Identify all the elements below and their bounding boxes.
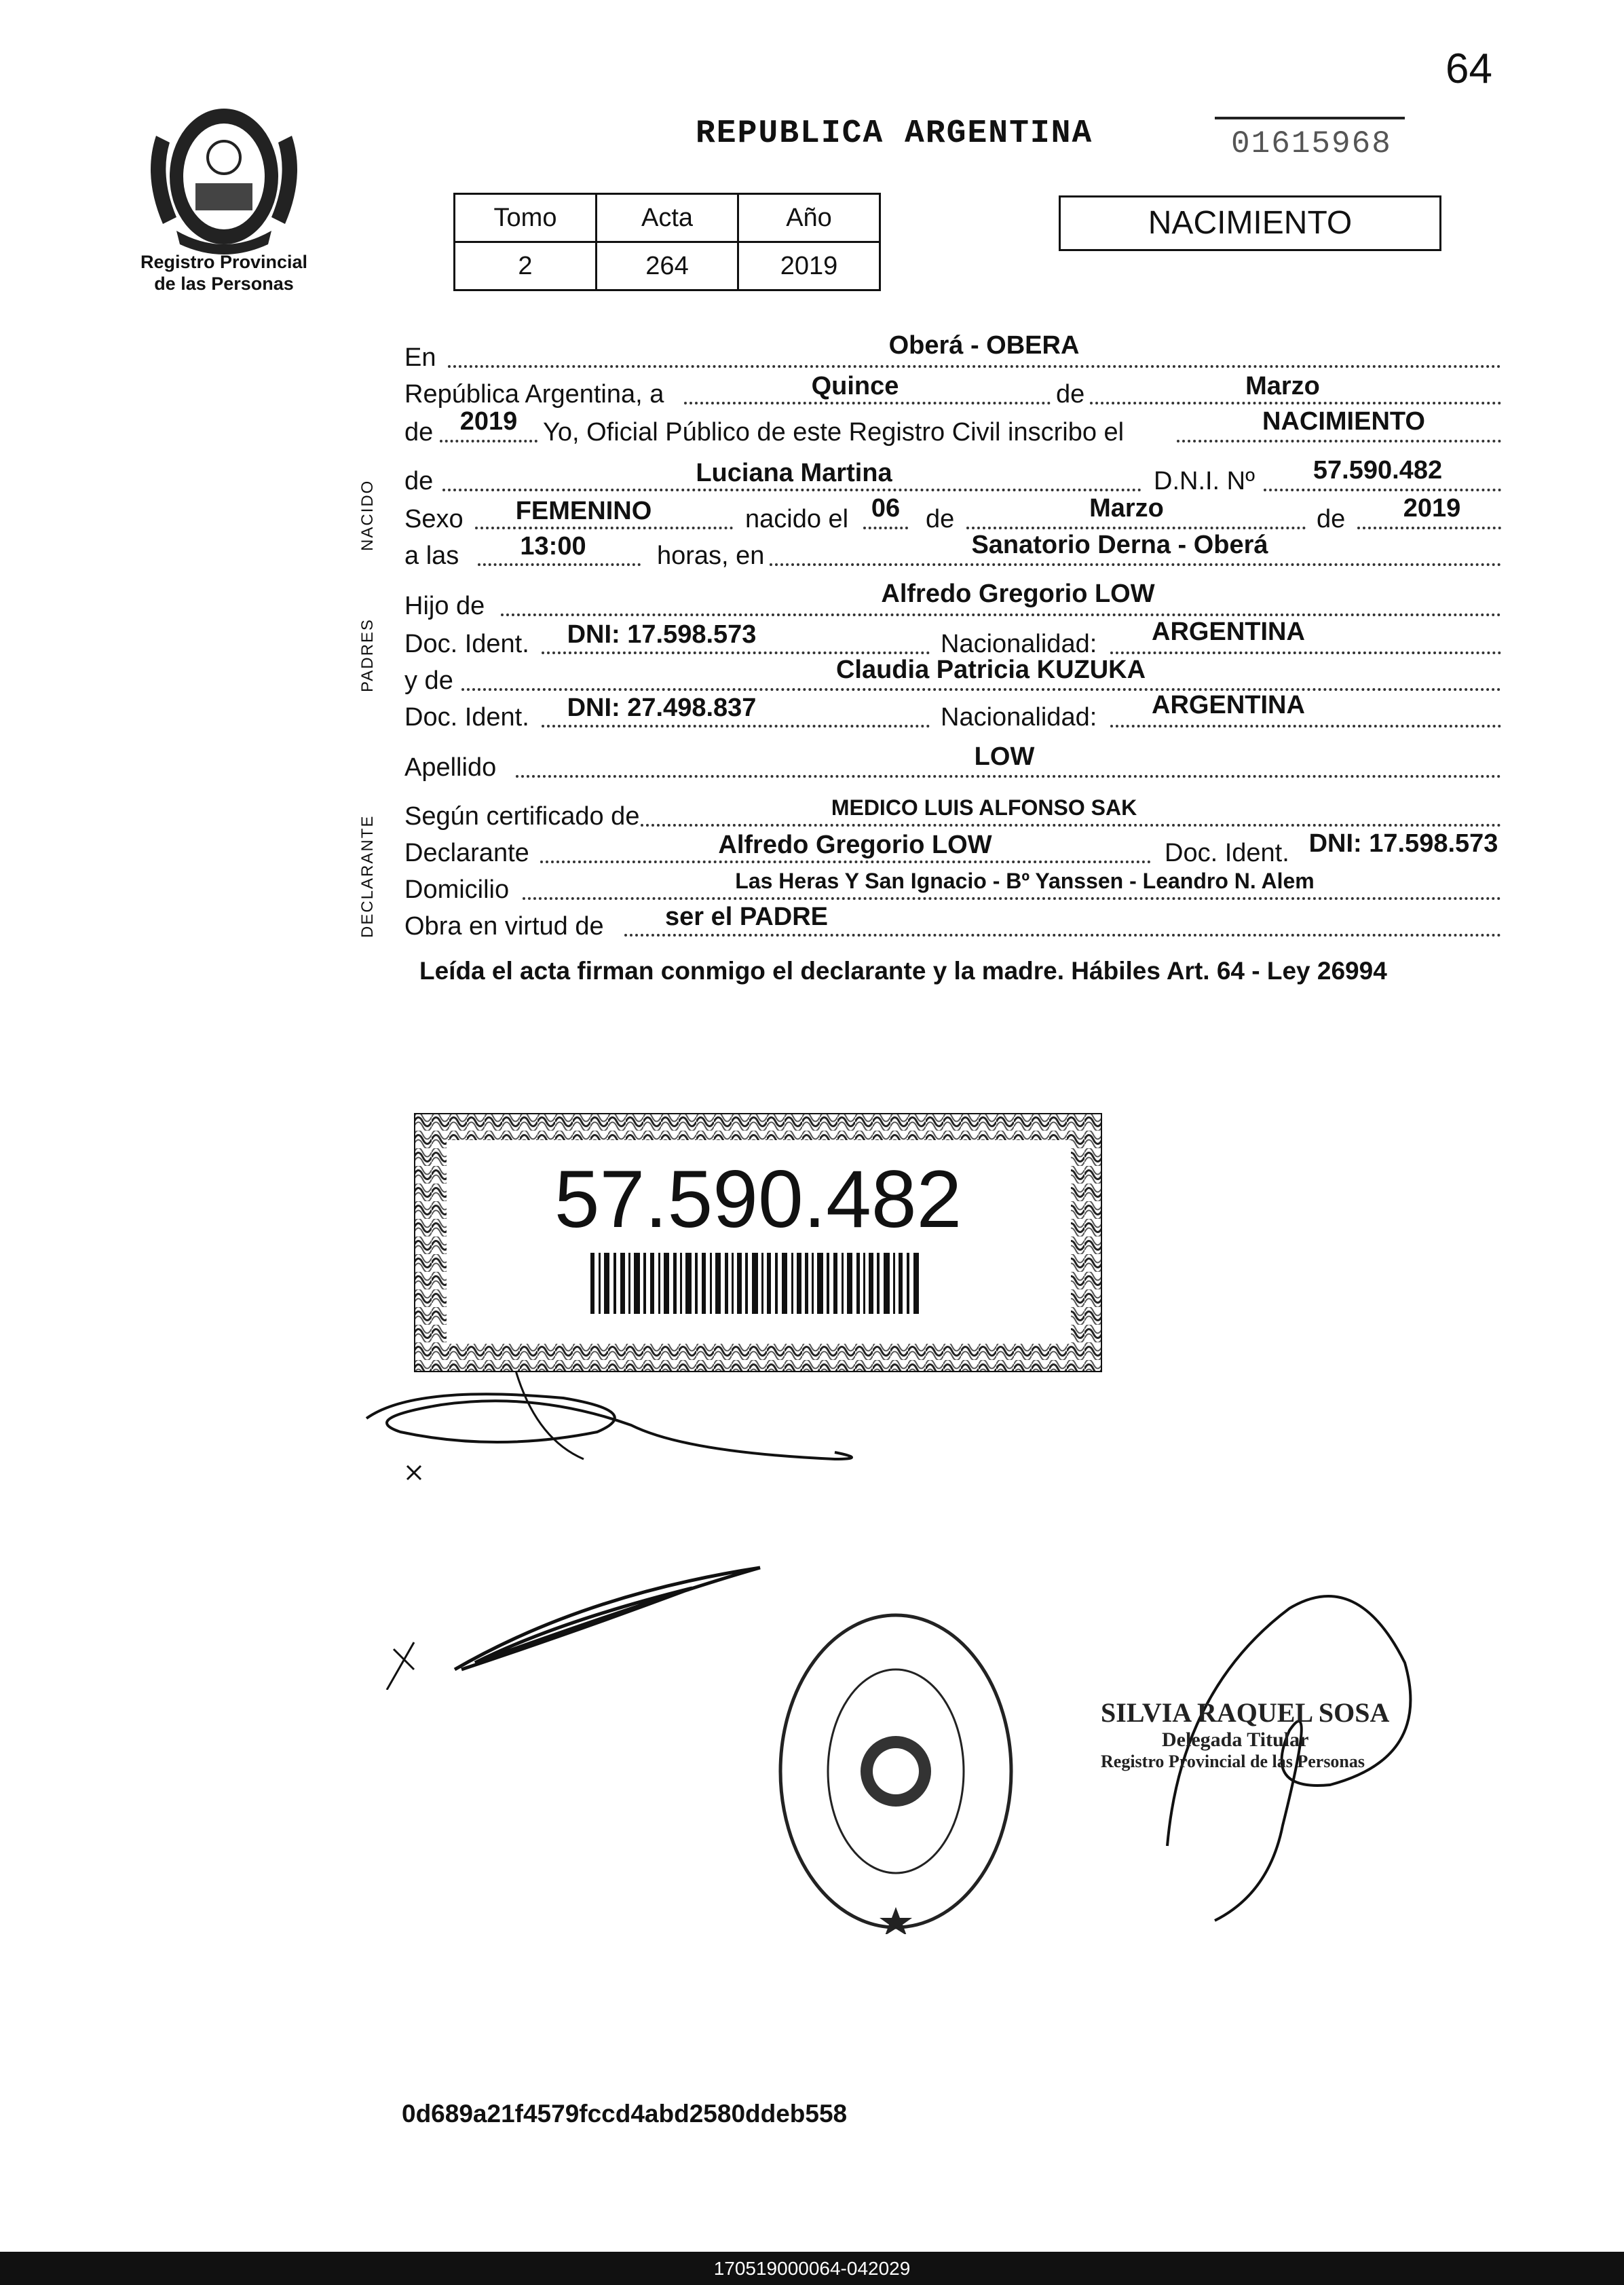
dotted-line <box>966 527 1306 529</box>
registrar-role: Delegada Titular <box>1162 1729 1309 1751</box>
label-father: Hijo de <box>404 592 485 620</box>
province-crest-logo <box>143 95 305 258</box>
label-en: En <box>404 343 436 372</box>
dotted-line <box>475 527 733 529</box>
label-de: de <box>1056 380 1085 409</box>
registry-seal-stamp <box>774 1608 1018 1934</box>
document-title: REPUBLICA ARGENTINA <box>696 115 1093 152</box>
label-mother-nat: Nacionalidad: <box>941 703 1097 732</box>
birth-month-value: Marzo <box>1089 494 1164 523</box>
page-number: 64 <box>1446 45 1492 92</box>
event-value: NACIMIENTO <box>1262 407 1425 436</box>
label-sex: Sexo <box>404 505 464 533</box>
side-label-nacido: NACIDO <box>358 479 377 551</box>
sex-value: FEMENINO <box>515 497 652 525</box>
year-value: 2019 <box>459 407 518 436</box>
registrar-office: Registro Provincial de las Personas <box>1101 1752 1365 1771</box>
logo-caption <box>115 251 333 295</box>
dotted-line <box>478 563 641 566</box>
father-nationality-value: ARGENTINA <box>1152 618 1305 646</box>
dotted-line <box>1264 489 1501 491</box>
dotted-line <box>863 527 908 529</box>
dotted-line <box>1090 402 1501 404</box>
id-card-number: 57.590.482 <box>554 1154 962 1245</box>
father-doc-value: DNI: 17.598.573 <box>567 620 757 649</box>
label-certificate: Según certificado de <box>404 802 640 831</box>
label-address: Domicilio <box>404 875 510 904</box>
dotted-line <box>641 824 1501 827</box>
dotted-line <box>523 897 1501 900</box>
registrar-block <box>1101 1697 1389 1772</box>
time-value: 13:00 <box>520 532 586 561</box>
document-hash: 0d689a21f4579fccd4abd2580ddeb558 <box>402 2100 848 2128</box>
place-value: Oberá - OBERA <box>888 331 1080 360</box>
barcode <box>584 1253 932 1314</box>
label-declarant: Declarante <box>404 839 529 867</box>
mother-doc-value: DNI: 27.498.837 <box>567 694 757 722</box>
month-value: Marzo <box>1245 372 1320 400</box>
label-declarant-doc: Doc. Ident. <box>1165 839 1289 867</box>
side-label-padres: PADRES <box>358 618 377 692</box>
label-country: República Argentina, a <box>404 380 664 409</box>
acta-header: Acta <box>597 194 738 242</box>
label-de4: de <box>1317 505 1346 533</box>
label-de2: de <box>404 418 434 447</box>
dotted-line <box>501 613 1501 616</box>
capacity-value: ser el PADRE <box>664 903 829 931</box>
label-mother: y de <box>404 666 453 695</box>
surname-value: LOW <box>974 742 1035 771</box>
child-name-value: Luciana Martina <box>696 459 892 487</box>
dotted-line <box>540 861 1151 863</box>
certificate-value: MEDICO LUIS ALFONSO SAK <box>831 795 1137 820</box>
mother-signature <box>360 1357 875 1493</box>
label-name-de: de <box>404 467 434 495</box>
side-label-declarante: DECLARANTE <box>358 814 377 938</box>
label-born: nacido el <box>745 505 849 533</box>
serial-number-box <box>1215 117 1405 182</box>
dotted-line <box>1357 527 1501 529</box>
dotted-line <box>542 725 930 728</box>
footer-code: 170519000064-042029 <box>0 2252 1624 2285</box>
mother-name-value: Claudia Patricia KUZUKA <box>835 656 1146 684</box>
logo-caption-line2: de las Personas <box>154 273 294 294</box>
label-surname: Apellido <box>404 753 497 782</box>
dotted-line <box>1110 651 1501 654</box>
anio-value: 2019 <box>738 242 880 290</box>
label-inscribe: Yo, Oficial Público de este Registro Civil inscribo el <box>543 418 1125 447</box>
birth-year-value: 2019 <box>1403 494 1461 523</box>
label-capacity: Obra en virtud de <box>404 912 604 941</box>
tomo-header: Tomo <box>455 194 597 242</box>
label-mother-doc: Doc. Ident. <box>404 703 529 732</box>
dotted-line <box>1110 725 1501 728</box>
label-hours: horas, en <box>657 542 765 570</box>
label-time: a las <box>404 542 459 570</box>
birth-day-value: 06 <box>871 494 901 523</box>
closing-statement: Leída el acta firman conmigo el declarante y la madre. Hábiles Art. 64 - Ley 26994 <box>419 957 1387 985</box>
label-de3: de <box>926 505 955 533</box>
dotted-line <box>1177 440 1501 442</box>
dotted-line <box>461 688 1501 691</box>
dotted-line <box>442 489 1141 491</box>
day-word-value: Quince <box>811 372 899 400</box>
label-father-nat: Nacionalidad: <box>941 630 1097 658</box>
declarant-value: Alfredo Gregorio LOW <box>718 831 992 859</box>
dotted-line <box>448 365 1501 368</box>
label-dni: D.N.I. Nº <box>1154 467 1255 495</box>
father-name-value: Alfredo Gregorio LOW <box>881 580 1155 608</box>
logo-caption-line1: Registro Provincial <box>140 252 308 272</box>
dotted-line <box>770 563 1501 566</box>
id-number-card <box>414 1113 1102 1372</box>
dotted-line <box>542 651 930 654</box>
mother-nationality-value: ARGENTINA <box>1152 691 1305 719</box>
birth-place-value: Sanatorio Derna - Oberá <box>971 531 1268 559</box>
record-type-box: NACIMIENTO <box>1059 195 1441 251</box>
dotted-line <box>440 440 537 442</box>
dotted-line <box>624 934 1501 937</box>
tomo-value: 2 <box>455 242 597 290</box>
dotted-line <box>684 402 1051 404</box>
declarant-doc-value: DNI: 17.598.573 <box>1308 829 1498 858</box>
acta-value: 264 <box>597 242 738 290</box>
declarant-signature <box>380 1554 801 1690</box>
serial-number: 01615968 <box>1231 126 1392 162</box>
address-value: Las Heras Y San Ignacio - Bº Yanssen - Leandro N. Alem <box>735 869 1315 893</box>
anio-header: Año <box>738 194 880 242</box>
dni-value: 57.590.482 <box>1313 456 1443 485</box>
book-reference-table <box>453 193 881 291</box>
dotted-line <box>516 775 1501 778</box>
label-father-doc: Doc. Ident. <box>404 630 529 658</box>
registrar-name: SILVIA RAQUEL SOSA <box>1101 1697 1390 1728</box>
